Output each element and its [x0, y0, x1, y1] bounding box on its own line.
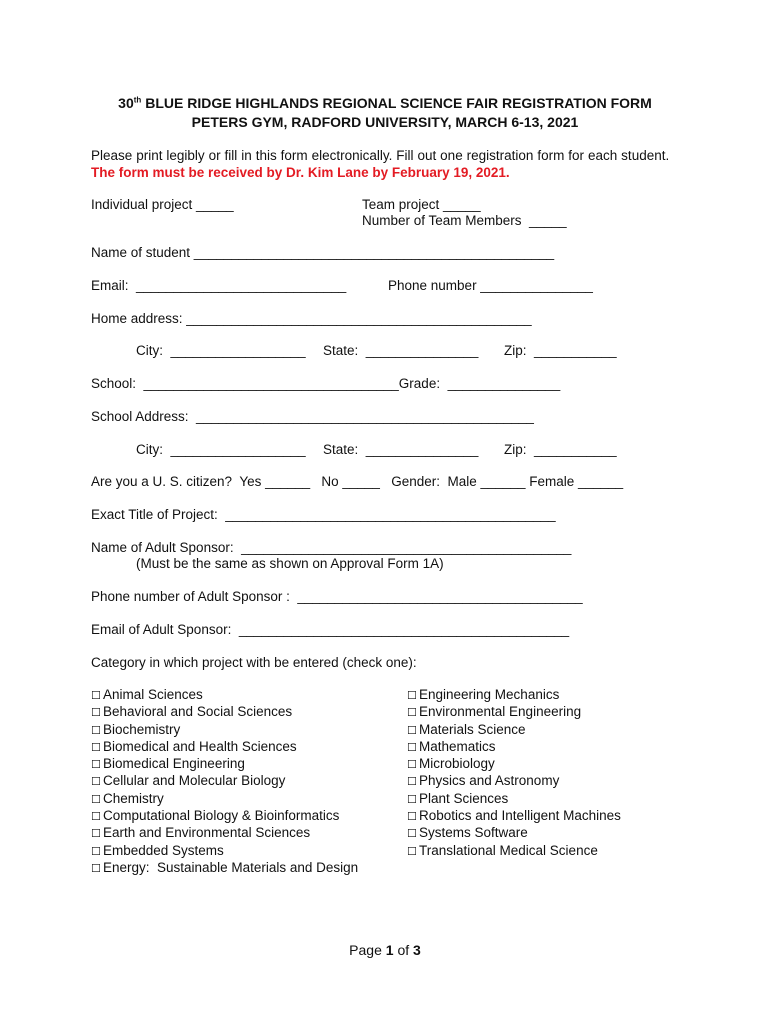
- phone-field[interactable]: Phone number _______________: [388, 278, 593, 293]
- total-pages: 3: [413, 942, 421, 958]
- category-option[interactable]: [91, 704, 358, 721]
- checkbox-icon[interactable]: ☐: [91, 740, 101, 754]
- category-option[interactable]: [407, 687, 621, 704]
- category-prompt: Category in which project with be entered (check one):: [91, 655, 417, 670]
- checkbox-icon[interactable]: ☐: [407, 792, 417, 806]
- checkbox-icon[interactable]: ☐: [91, 792, 101, 806]
- home-state-field[interactable]: State: _______________: [323, 343, 479, 358]
- form-title-line2: PETERS GYM, RADFORD UNIVERSITY, MARCH 6-13, 2021: [191, 114, 579, 130]
- category-label: Engineering Mechanics: [419, 687, 560, 702]
- checkbox-icon[interactable]: ☐: [91, 775, 101, 789]
- team-project-field[interactable]: Team project _____: [362, 197, 481, 212]
- checkbox-icon[interactable]: ☐: [91, 827, 101, 841]
- checkbox-icon[interactable]: ☐: [91, 706, 101, 720]
- category-label: Biomedical Engineering: [103, 756, 245, 772]
- school-zip-field[interactable]: Zip: ___________: [504, 442, 617, 457]
- sponsor-phone-field[interactable]: Phone number of Adult Sponsor : ______________________________________: [91, 589, 583, 604]
- school-city-field[interactable]: City: __________________: [136, 442, 306, 457]
- checkbox-icon[interactable]: ☐: [407, 844, 417, 858]
- category-option[interactable]: [91, 808, 358, 825]
- intro-text: Please print legibly or fill in this form electronically. Fill out one registration form for each student.: [91, 148, 670, 163]
- category-label: Translational Medical Science: [419, 842, 598, 858]
- category-option[interactable]: [91, 773, 358, 790]
- adult-sponsor-field[interactable]: Name of Adult Sponsor: ____________________________________________: [91, 540, 572, 555]
- category-option[interactable]: [407, 791, 621, 808]
- checkbox-icon[interactable]: ☐: [407, 706, 417, 720]
- category-option[interactable]: [407, 808, 621, 825]
- category-option[interactable]: [91, 825, 358, 842]
- title-text: BLUE RIDGE HIGHLANDS REGIONAL SCIENCE FAIR REGISTRATION FORM: [141, 95, 652, 111]
- sponsor-email-field[interactable]: Email of Adult Sponsor: ____________________________________________: [91, 622, 570, 637]
- school-grade-field[interactable]: School: __________________________________Grade: _______________: [91, 376, 561, 391]
- category-option[interactable]: [91, 739, 358, 756]
- email-field[interactable]: Email: ____________________________: [91, 278, 347, 293]
- school-address-field[interactable]: School Address: _____________________________________________: [91, 409, 534, 424]
- page-word: Page: [349, 942, 386, 958]
- checkbox-icon[interactable]: ☐: [91, 861, 101, 875]
- category-label: Energy: Sustainable Materials and Design: [103, 859, 359, 875]
- project-title-field[interactable]: Exact Title of Project: ____________________________________________: [91, 507, 556, 522]
- category-option[interactable]: [91, 843, 358, 860]
- category-option[interactable]: [407, 825, 621, 842]
- checkbox-icon[interactable]: ☐: [407, 689, 417, 702]
- home-zip-field[interactable]: Zip: ___________: [504, 343, 617, 358]
- category-option[interactable]: [407, 704, 621, 721]
- team-members-field[interactable]: Number of Team Members _____: [362, 213, 567, 228]
- category-list-left: [91, 687, 358, 877]
- current-page: 1: [385, 942, 394, 958]
- category-label: Robotics and Intelligent Machines: [419, 808, 621, 824]
- category-option[interactable]: [407, 756, 621, 773]
- category-option[interactable]: [407, 843, 621, 860]
- title-ordinal-suffix: th: [133, 95, 142, 105]
- checkbox-icon[interactable]: ☐: [407, 758, 417, 772]
- category-label: Systems Software: [419, 825, 528, 841]
- checkbox-icon[interactable]: ☐: [91, 723, 101, 737]
- category-option[interactable]: [407, 773, 621, 790]
- form-title-line1: [0, 95, 770, 111]
- category-option[interactable]: [91, 860, 358, 877]
- category-option[interactable]: [407, 739, 621, 756]
- category-option[interactable]: [91, 687, 358, 704]
- of-word: of: [393, 942, 414, 958]
- category-label: Earth and Environmental Sciences: [103, 825, 311, 841]
- category-label: Embedded Systems: [103, 842, 224, 858]
- school-state-field[interactable]: State: _______________: [323, 442, 479, 457]
- category-label: Microbiology: [419, 756, 495, 772]
- category-label: Biomedical and Health Sciences: [103, 738, 297, 754]
- category-option[interactable]: [407, 722, 621, 739]
- category-option[interactable]: [91, 722, 358, 739]
- category-label: Biochemistry: [103, 721, 181, 737]
- category-label: Chemistry: [103, 790, 164, 806]
- checkbox-icon[interactable]: ☐: [407, 723, 417, 737]
- category-option[interactable]: [91, 756, 358, 773]
- category-list-right: [407, 687, 621, 860]
- student-name-field[interactable]: Name of student ________________________________________________: [91, 245, 555, 260]
- category-option[interactable]: [91, 791, 358, 808]
- home-city-field[interactable]: City: __________________: [136, 343, 306, 358]
- citizen-gender-field[interactable]: Are you a U. S. citizen? Yes ______ No _____ Gender: Male ______ Female ______: [91, 474, 624, 489]
- intro-paragraph: [91, 147, 673, 181]
- category-label: Animal Sciences: [103, 687, 203, 702]
- title-ordinal: 30: [118, 95, 134, 111]
- home-address-field[interactable]: Home address: ______________________________________________: [91, 311, 532, 326]
- checkbox-icon[interactable]: ☐: [91, 844, 101, 858]
- checkbox-icon[interactable]: ☐: [91, 689, 101, 702]
- checkbox-icon[interactable]: ☐: [91, 758, 101, 772]
- checkbox-icon[interactable]: ☐: [407, 827, 417, 841]
- category-label: Materials Science: [419, 721, 526, 737]
- deadline-notice: The form must be received by Dr. Kim Lane by February 19, 2021.: [91, 165, 510, 180]
- sponsor-note: (Must be the same as shown on Approval Form 1A): [136, 556, 444, 571]
- category-label: Cellular and Molecular Biology: [103, 773, 286, 789]
- checkbox-icon[interactable]: ☐: [407, 775, 417, 789]
- checkbox-icon[interactable]: ☐: [407, 810, 417, 824]
- checkbox-icon[interactable]: ☐: [91, 810, 101, 824]
- category-label: Behavioral and Social Sciences: [103, 704, 293, 720]
- checkbox-icon[interactable]: ☐: [407, 740, 417, 754]
- category-label: Computational Biology & Bioinformatics: [103, 808, 340, 824]
- category-label: Mathematics: [419, 738, 496, 754]
- category-label: Environmental Engineering: [419, 704, 582, 720]
- category-label: Plant Sciences: [419, 790, 509, 806]
- category-label: Physics and Astronomy: [419, 773, 560, 789]
- individual-project-field[interactable]: Individual project _____: [91, 197, 234, 212]
- page-number: [0, 942, 770, 958]
